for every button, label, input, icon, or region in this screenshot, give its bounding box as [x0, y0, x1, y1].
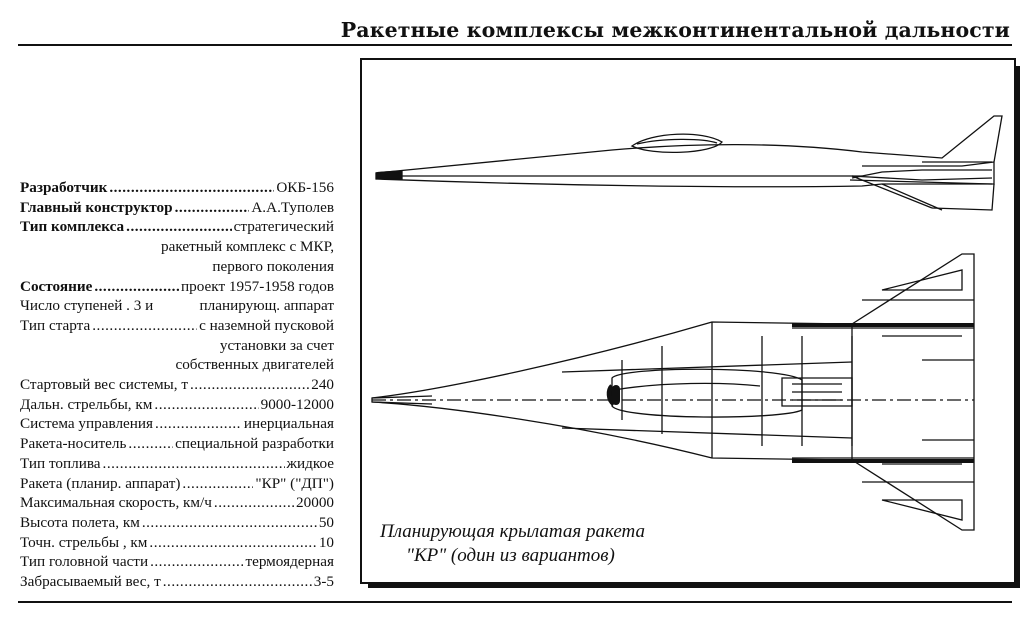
specs-table [20, 178, 334, 592]
spec-leader [214, 493, 294, 513]
spec-value: проект 1957-1958 годов [181, 277, 334, 295]
spec-value: 9000-12000 [260, 395, 334, 413]
spec-row [20, 296, 334, 316]
spec-value: "КР" ("ДП") [255, 474, 334, 492]
spec-key: Ракета-носитель [20, 435, 127, 453]
spec-key: Система управления [20, 415, 154, 433]
spec-row [20, 552, 334, 572]
spec-row [20, 277, 334, 297]
caption-line-1: Планирующая крылатая ракета [380, 521, 645, 542]
caption-line-2: "КР" (один из вариантов) [406, 545, 615, 566]
spec-value: 10 [318, 533, 334, 551]
spec-row [20, 198, 334, 218]
spec-key: Тип топлива [20, 454, 101, 472]
spec-leader [175, 198, 250, 218]
side-view-drawing [376, 116, 1002, 210]
spec-value: термоядерная [245, 553, 334, 571]
spec-value-continued: собственных двигателей [175, 356, 334, 374]
spec-row [20, 316, 334, 336]
spec-value-continued: установки за счет [219, 336, 334, 354]
spec-row [20, 434, 334, 454]
page-title: Ракетные комплексы межконтинентальной дальности [340, 18, 1010, 42]
spec-value: жидкое [286, 454, 334, 472]
spec-leader [128, 434, 173, 454]
spec-key: Число ступеней . 3 и [20, 297, 154, 315]
spec-value: специальной разработки [175, 435, 334, 453]
spec-leader [142, 513, 317, 533]
spec-value: планирующ. аппарат [199, 297, 334, 315]
spec-leader [163, 572, 312, 592]
spec-value: ОКБ-156 [276, 179, 334, 196]
spec-value: 3-5 [313, 573, 334, 591]
spec-row [20, 217, 334, 237]
spec-key: Точн. стрельбы , км [20, 533, 148, 551]
spec-leader [126, 217, 231, 237]
spec-leader [150, 552, 243, 572]
spec-key: Тип комплекса [20, 218, 125, 236]
plan-view-drawing [372, 254, 974, 530]
spec-leader [155, 414, 242, 434]
spec-key: Тип головной части [20, 553, 149, 571]
spec-key: Состояние [20, 277, 93, 295]
figure-caption [380, 520, 645, 568]
spec-leader [103, 454, 285, 474]
spec-value: 20000 [296, 494, 334, 512]
figure-frame [360, 58, 1016, 584]
spec-key: Максимальная скорость, км/ч [20, 494, 212, 512]
spec-row [20, 493, 334, 513]
spec-value: 240 [311, 376, 334, 394]
spec-key: Высота полета, км [20, 513, 140, 531]
spec-value: с наземной пусковой [199, 316, 334, 334]
spec-leader [190, 375, 309, 395]
page-header [18, 14, 1012, 46]
spec-row [20, 375, 334, 395]
spec-value: А.А.Туполев [251, 198, 334, 216]
spec-key: Главный конструктор [20, 198, 173, 216]
spec-key: Разработчик [20, 179, 108, 196]
spec-key: Забрасываемый вес, т [20, 573, 161, 591]
spec-leader [149, 533, 316, 553]
spec-row [20, 513, 334, 533]
spec-row [20, 395, 334, 415]
spec-key: Дальн. стрельбы, км [20, 395, 153, 413]
spec-row [20, 572, 334, 592]
missile-drawing [362, 60, 1014, 582]
spec-row [20, 178, 334, 198]
spec-key: Стартовый вес системы, т [20, 376, 188, 394]
spec-leader [109, 178, 274, 198]
spec-value: 50 [318, 513, 334, 531]
spec-row [20, 533, 334, 553]
spec-leader [94, 277, 179, 297]
spec-leader [154, 395, 258, 415]
spec-leader [92, 316, 197, 336]
footer-rule [18, 601, 1012, 603]
spec-value: инерциальная [243, 415, 334, 433]
spec-row [20, 414, 334, 434]
spec-row [20, 474, 334, 494]
spec-value-continued: первого поколения [212, 257, 334, 275]
spec-key: Ракета (планир. аппарат) [20, 474, 181, 492]
spec-leader [182, 474, 253, 494]
spec-key: Тип старта [20, 316, 91, 334]
spec-value-continued: ракетный комплекс с МКР, [161, 238, 334, 256]
spec-row [20, 454, 334, 474]
spec-value: стратегический [233, 218, 334, 236]
